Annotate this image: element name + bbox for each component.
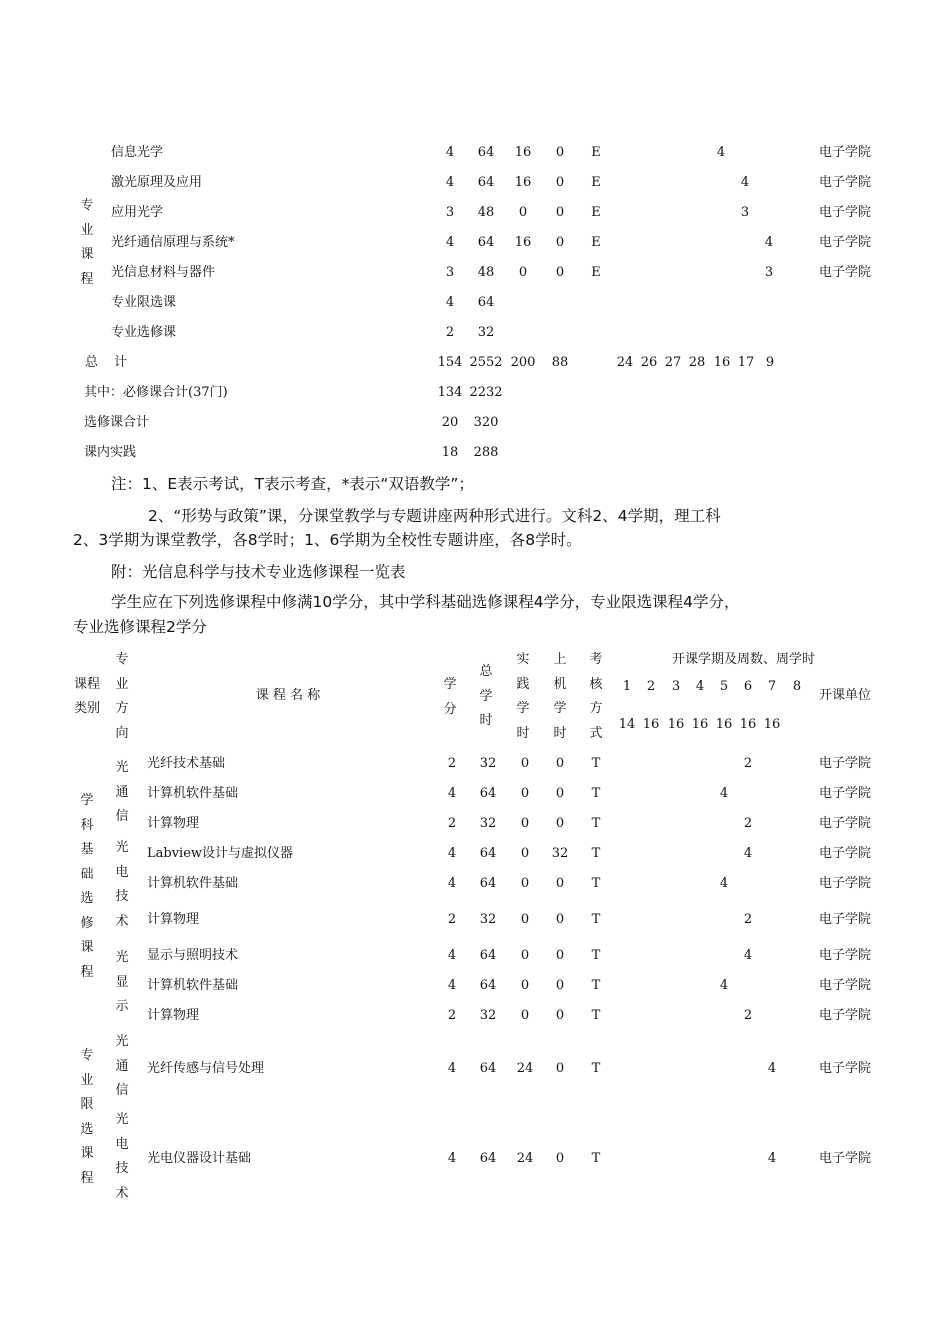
requirement-line-2: 专业选修课程2学分 xyxy=(73,618,207,636)
required-total-hours: 2232 xyxy=(469,385,503,400)
header-total-hours xyxy=(478,660,494,734)
elective-course-hours: 64 xyxy=(479,1151,497,1166)
direction-label-char: 通 xyxy=(115,1058,129,1074)
course-exam-type: E xyxy=(591,265,601,280)
header-practice-hours xyxy=(515,648,531,746)
requirement-line-1: 学生应在下列选修课程中修满10学分，其中学科基础选修课程4学分，专业限选课程4学分， xyxy=(111,593,740,611)
elective-course-semester-hours: 2 xyxy=(743,756,753,771)
course-credit: 3 xyxy=(445,205,455,220)
elective-course-machine: 32 xyxy=(551,846,569,861)
elective-course-unit: 电子学院 xyxy=(818,876,871,891)
direction-label xyxy=(114,1108,130,1206)
course-name: 光纤通信原理与系统* xyxy=(111,235,235,250)
elective-course-exam: T xyxy=(591,1151,601,1166)
direction-label-char: 通 xyxy=(115,784,129,800)
header-total-hours-char: 学 xyxy=(479,688,493,704)
elective-course-credit: 4 xyxy=(447,876,457,891)
total-weeks: 24 xyxy=(616,355,634,370)
header-machine-hours-char: 机 xyxy=(553,676,567,692)
inclass-practice-credit: 18 xyxy=(441,445,459,460)
elective-course-hours: 64 xyxy=(479,786,497,801)
course-unit: 电子学院 xyxy=(818,235,871,250)
course-name: 光信息材料与器件 xyxy=(111,265,216,280)
course-practice-hours: 16 xyxy=(514,145,532,160)
header-exam-type-char: 方 xyxy=(589,701,603,716)
course-unit: 电子学院 xyxy=(818,265,871,280)
header-direction-char: 方 xyxy=(115,701,129,716)
elective-course-hours: 64 xyxy=(479,948,497,963)
note-2-line-1: 2、“形势与政策”课，分课堂教学与专题讲座两种形式进行。文科2、4学期，理工科 xyxy=(148,507,721,525)
category-major-limited-char: 课 xyxy=(80,1146,94,1161)
elective-course-hours: 64 xyxy=(479,978,497,993)
header-category: 类别 xyxy=(73,701,100,716)
header-total-hours-char: 时 xyxy=(479,713,493,728)
course-hours: 64 xyxy=(477,175,495,190)
elective-course-practice: 0 xyxy=(520,948,530,963)
top-category-label-char: 业 xyxy=(80,222,94,238)
elective-course-semester-hours: 4 xyxy=(743,948,753,963)
direction-label-char: 光 xyxy=(115,1034,129,1049)
course-hours: 64 xyxy=(477,235,495,250)
elective-course-practice: 0 xyxy=(520,912,530,927)
header-practice-hours-char: 学 xyxy=(516,701,530,716)
elective-course-semester-hours: 4 xyxy=(767,1061,777,1076)
elective-course-machine: 0 xyxy=(555,876,565,891)
header-semester-number: 3 xyxy=(671,679,681,694)
header-machine-hours-char: 学 xyxy=(553,701,567,716)
header-semester-weeks: 14 xyxy=(618,717,636,732)
header-direction-char: 专 xyxy=(115,652,129,667)
direction-label-char: 电 xyxy=(115,1136,129,1152)
elective-course-practice: 0 xyxy=(520,876,530,891)
elective-course-practice: 0 xyxy=(520,846,530,861)
elective-course-semester-hours: 4 xyxy=(719,978,729,993)
total-weeks: 28 xyxy=(688,355,706,370)
elective-course-name: Labview设计与虚拟仪器 xyxy=(147,846,294,861)
header-direction-char: 向 xyxy=(115,725,129,741)
course-practice-hours: 0 xyxy=(518,205,528,220)
elective-course-semester-hours: 2 xyxy=(743,912,753,927)
elective-course-unit: 电子学院 xyxy=(818,948,871,963)
category-discipline-elective-char: 课 xyxy=(80,940,94,955)
inclass-practice-hours: 288 xyxy=(473,445,499,460)
elective-course-practice: 0 xyxy=(520,756,530,771)
course-semester-hours: 3 xyxy=(764,265,774,280)
course-hours: 64 xyxy=(477,295,495,310)
course-exam-type: E xyxy=(591,205,601,220)
elective-course-exam: T xyxy=(591,978,601,993)
elective-course-hours: 64 xyxy=(479,876,497,891)
elective-course-exam: T xyxy=(591,1008,601,1023)
appendix-title: 附：光信息科学与技术专业选修课程一览表 xyxy=(111,563,406,581)
header-semester-weeks: 16 xyxy=(667,717,685,732)
elective-course-hours: 64 xyxy=(479,1061,497,1076)
header-total-hours-char: 总 xyxy=(479,664,493,679)
category-discipline-elective-char: 础 xyxy=(80,866,94,882)
elective-course-exam: T xyxy=(591,912,601,927)
header-semester-weeks: 16 xyxy=(642,717,660,732)
elective-course-exam: T xyxy=(591,816,601,831)
course-machine-hours: 0 xyxy=(555,175,565,190)
direction-label-char: 术 xyxy=(115,1185,129,1201)
elective-course-name: 计算机软件基础 xyxy=(147,978,239,993)
elective-course-credit: 2 xyxy=(447,912,457,927)
top-category-label-char: 课 xyxy=(80,247,94,262)
category-discipline-elective-char: 科 xyxy=(80,817,94,833)
header-semester-number: 2 xyxy=(646,679,656,694)
required-total-label: 其中：必修课合计(37门) xyxy=(84,385,228,400)
elective-course-exam: T xyxy=(591,756,601,771)
total-practice: 200 xyxy=(510,355,536,370)
direction-label xyxy=(114,946,130,1020)
elective-course-practice: 24 xyxy=(516,1151,534,1166)
header-practice-hours-char: 时 xyxy=(516,725,530,741)
elective-course-semester-hours: 4 xyxy=(743,846,753,861)
elective-course-hours: 32 xyxy=(479,912,497,927)
header-direction-char: 业 xyxy=(115,676,129,692)
course-name: 信息光学 xyxy=(111,145,164,160)
elective-course-unit: 电子学院 xyxy=(818,816,871,831)
course-unit: 电子学院 xyxy=(818,175,871,190)
elective-course-unit: 电子学院 xyxy=(818,786,871,801)
category-discipline-elective-char: 选 xyxy=(80,891,94,906)
direction-label-char: 术 xyxy=(115,913,129,929)
header-course-name: 课 程 名 称 xyxy=(255,688,321,703)
elective-course-name: 计算机软件基础 xyxy=(147,876,239,891)
total-weeks: 9 xyxy=(765,355,775,370)
header-exam-type-char: 式 xyxy=(589,725,603,741)
elective-course-machine: 0 xyxy=(555,1008,565,1023)
elective-total-label: 选修课合计 xyxy=(84,415,150,430)
header-semester-weeks: 16 xyxy=(715,717,733,732)
header-machine-hours-char: 上 xyxy=(553,652,567,667)
course-exam-type: E xyxy=(591,175,601,190)
elective-course-hours: 64 xyxy=(479,846,497,861)
elective-course-name: 计算机软件基础 xyxy=(147,786,239,801)
course-machine-hours: 0 xyxy=(555,235,565,250)
elective-course-name: 光纤传感与信号处理 xyxy=(147,1061,265,1076)
header-practice-hours-char: 践 xyxy=(516,676,530,692)
note-1: 注：1、E表示考试，T表示考查，*表示“双语教学”； xyxy=(111,475,474,493)
elective-course-unit: 电子学院 xyxy=(818,1061,871,1076)
direction-label-char: 光 xyxy=(115,1112,129,1127)
direction-label-char: 电 xyxy=(115,864,129,880)
elective-course-name: 计算物理 xyxy=(147,1008,200,1023)
direction-label-char: 光 xyxy=(115,950,129,965)
elective-course-exam: T xyxy=(591,876,601,891)
course-credit: 4 xyxy=(445,295,455,310)
elective-course-semester-hours: 2 xyxy=(743,816,753,831)
header-semester-number: 7 xyxy=(767,679,777,694)
header-exam-type-char: 核 xyxy=(589,676,603,692)
course-name: 专业限选课 xyxy=(111,295,177,310)
course-unit: 电子学院 xyxy=(818,205,871,220)
category-major-limited-char: 程 xyxy=(80,1170,94,1186)
category-discipline-elective-char: 修 xyxy=(80,915,94,931)
category-discipline-elective-char: 学 xyxy=(80,793,94,808)
header-semester-number: 1 xyxy=(622,679,632,694)
course-semester-hours: 4 xyxy=(764,235,774,250)
header-credit-char: 分 xyxy=(443,701,457,717)
elective-course-machine: 0 xyxy=(555,1151,565,1166)
elective-course-unit: 电子学院 xyxy=(818,1151,871,1166)
header-direction xyxy=(114,648,130,746)
direction-label xyxy=(114,836,130,934)
total-hours: 2552 xyxy=(469,355,503,370)
header-machine-hours-char: 时 xyxy=(553,725,567,741)
elective-course-semester-hours: 4 xyxy=(719,876,729,891)
header-semester-number: 4 xyxy=(695,679,705,694)
elective-course-machine: 0 xyxy=(555,978,565,993)
header-unit: 开课单位 xyxy=(818,688,871,703)
elective-course-name: 计算物理 xyxy=(147,912,200,927)
elective-course-credit: 4 xyxy=(447,846,457,861)
elective-course-unit: 电子学院 xyxy=(818,756,871,771)
elective-course-practice: 24 xyxy=(516,1061,534,1076)
elective-course-credit: 4 xyxy=(447,978,457,993)
elective-course-name: 计算物理 xyxy=(147,816,200,831)
category-major-limited xyxy=(79,1044,95,1191)
course-name: 专业选修课 xyxy=(111,325,177,340)
elective-course-credit: 4 xyxy=(447,786,457,801)
header-exam-type-char: 考 xyxy=(589,652,603,667)
total-weeks: 17 xyxy=(737,355,755,370)
category-discipline-elective-char: 程 xyxy=(80,964,94,980)
course-practice-hours: 0 xyxy=(518,265,528,280)
header-semester-number: 8 xyxy=(792,679,802,694)
course-hours: 48 xyxy=(477,265,495,280)
course-hours: 32 xyxy=(477,325,495,340)
elective-course-unit: 电子学院 xyxy=(818,846,871,861)
elective-course-semester-hours: 4 xyxy=(719,786,729,801)
top-category-label-char: 程 xyxy=(80,271,94,287)
direction-label-char: 光 xyxy=(115,840,129,855)
elective-total-credit: 20 xyxy=(441,415,459,430)
course-machine-hours: 0 xyxy=(555,265,565,280)
inclass-practice-label: 课内实践 xyxy=(84,445,137,460)
elective-course-practice: 0 xyxy=(520,786,530,801)
course-exam-type: E xyxy=(591,235,601,250)
direction-label-char: 技 xyxy=(115,1161,129,1176)
course-practice-hours: 16 xyxy=(514,235,532,250)
elective-course-practice: 0 xyxy=(520,1008,530,1023)
course-exam-type: E xyxy=(591,145,601,160)
top-category-label xyxy=(79,194,95,292)
elective-course-machine: 0 xyxy=(555,816,565,831)
elective-course-semester-hours: 2 xyxy=(743,1008,753,1023)
note-2-line-2: 2、3学期为课堂教学，各8学时；1、6学期为全校性专题讲座，各8学时。 xyxy=(73,531,582,549)
header-semester-number: 6 xyxy=(743,679,753,694)
elective-course-hours: 32 xyxy=(479,1008,497,1023)
total-credit: 154 xyxy=(437,355,463,370)
top-category-label-char: 专 xyxy=(80,198,94,213)
category-discipline-elective-char: 基 xyxy=(80,842,94,857)
elective-course-name: 光纤技术基础 xyxy=(147,756,226,771)
elective-course-credit: 2 xyxy=(447,816,457,831)
elective-course-exam: T xyxy=(591,948,601,963)
direction-label-char: 信 xyxy=(115,1083,129,1098)
header-semester-number: 5 xyxy=(719,679,729,694)
course-practice-hours: 16 xyxy=(514,175,532,190)
elective-course-hours: 32 xyxy=(479,816,497,831)
course-machine-hours: 0 xyxy=(555,145,565,160)
elective-total-hours: 320 xyxy=(473,415,499,430)
header-category: 课程 xyxy=(73,677,100,692)
elective-course-credit: 2 xyxy=(447,1008,457,1023)
elective-course-unit: 电子学院 xyxy=(818,1008,871,1023)
elective-course-semester-hours: 4 xyxy=(767,1151,777,1166)
course-semester-hours: 3 xyxy=(740,205,750,220)
total-weeks: 26 xyxy=(640,355,658,370)
category-major-limited-char: 选 xyxy=(80,1121,94,1137)
elective-course-credit: 2 xyxy=(447,756,457,771)
total-weeks: 16 xyxy=(713,355,731,370)
elective-course-machine: 0 xyxy=(555,1061,565,1076)
elective-course-machine: 0 xyxy=(555,756,565,771)
header-semester-weeks: 16 xyxy=(763,717,781,732)
direction-label-char: 信 xyxy=(115,809,129,824)
direction-label-char: 显 xyxy=(115,974,129,990)
course-hours: 64 xyxy=(477,145,495,160)
elective-course-name: 光电仪器设计基础 xyxy=(147,1151,252,1166)
elective-course-credit: 4 xyxy=(447,1061,457,1076)
category-major-limited-char: 专 xyxy=(80,1048,94,1063)
elective-course-exam: T xyxy=(591,1061,601,1076)
direction-label-char: 示 xyxy=(115,999,129,1014)
total-weeks: 27 xyxy=(664,355,682,370)
header-semester-title: 开课学期及周数、周学时 xyxy=(672,652,816,667)
header-semester-weeks: 16 xyxy=(739,717,757,732)
course-unit: 电子学院 xyxy=(818,145,871,160)
course-credit: 4 xyxy=(445,175,455,190)
total-machine: 88 xyxy=(551,355,569,370)
elective-course-unit: 电子学院 xyxy=(818,912,871,927)
header-practice-hours-char: 实 xyxy=(516,652,530,667)
total-label: 计 xyxy=(114,355,128,370)
course-hours: 48 xyxy=(477,205,495,220)
course-credit: 4 xyxy=(445,145,455,160)
elective-course-exam: T xyxy=(591,786,601,801)
header-semester-weeks: 16 xyxy=(691,717,709,732)
category-major-limited-char: 限 xyxy=(80,1097,94,1112)
elective-course-credit: 4 xyxy=(447,948,457,963)
category-major-limited-char: 业 xyxy=(80,1072,94,1088)
elective-course-machine: 0 xyxy=(555,912,565,927)
elective-course-practice: 0 xyxy=(520,816,530,831)
header-machine-hours xyxy=(552,648,568,746)
course-credit: 2 xyxy=(445,325,455,340)
course-machine-hours: 0 xyxy=(555,205,565,220)
category-discipline-elective xyxy=(79,789,95,985)
total-label: 总 xyxy=(85,355,99,370)
elective-course-unit: 电子学院 xyxy=(818,978,871,993)
direction-label xyxy=(114,756,130,830)
direction-label-char: 技 xyxy=(115,889,129,904)
course-name: 应用光学 xyxy=(111,205,164,220)
direction-label xyxy=(114,1030,130,1104)
elective-course-machine: 0 xyxy=(555,786,565,801)
course-semester-hours: 4 xyxy=(740,175,750,190)
header-credit xyxy=(442,673,458,722)
course-credit: 4 xyxy=(445,235,455,250)
course-credit: 3 xyxy=(445,265,455,280)
course-name: 激光原理及应用 xyxy=(111,175,203,190)
elective-course-exam: T xyxy=(591,846,601,861)
elective-course-credit: 4 xyxy=(447,1151,457,1166)
header-credit-char: 学 xyxy=(443,677,457,692)
course-semester-hours: 4 xyxy=(716,145,726,160)
elective-course-machine: 0 xyxy=(555,948,565,963)
direction-label-char: 光 xyxy=(115,760,129,775)
elective-course-hours: 32 xyxy=(479,756,497,771)
required-total-credit: 134 xyxy=(437,385,463,400)
elective-course-practice: 0 xyxy=(520,978,530,993)
elective-course-name: 显示与照明技术 xyxy=(147,948,239,963)
